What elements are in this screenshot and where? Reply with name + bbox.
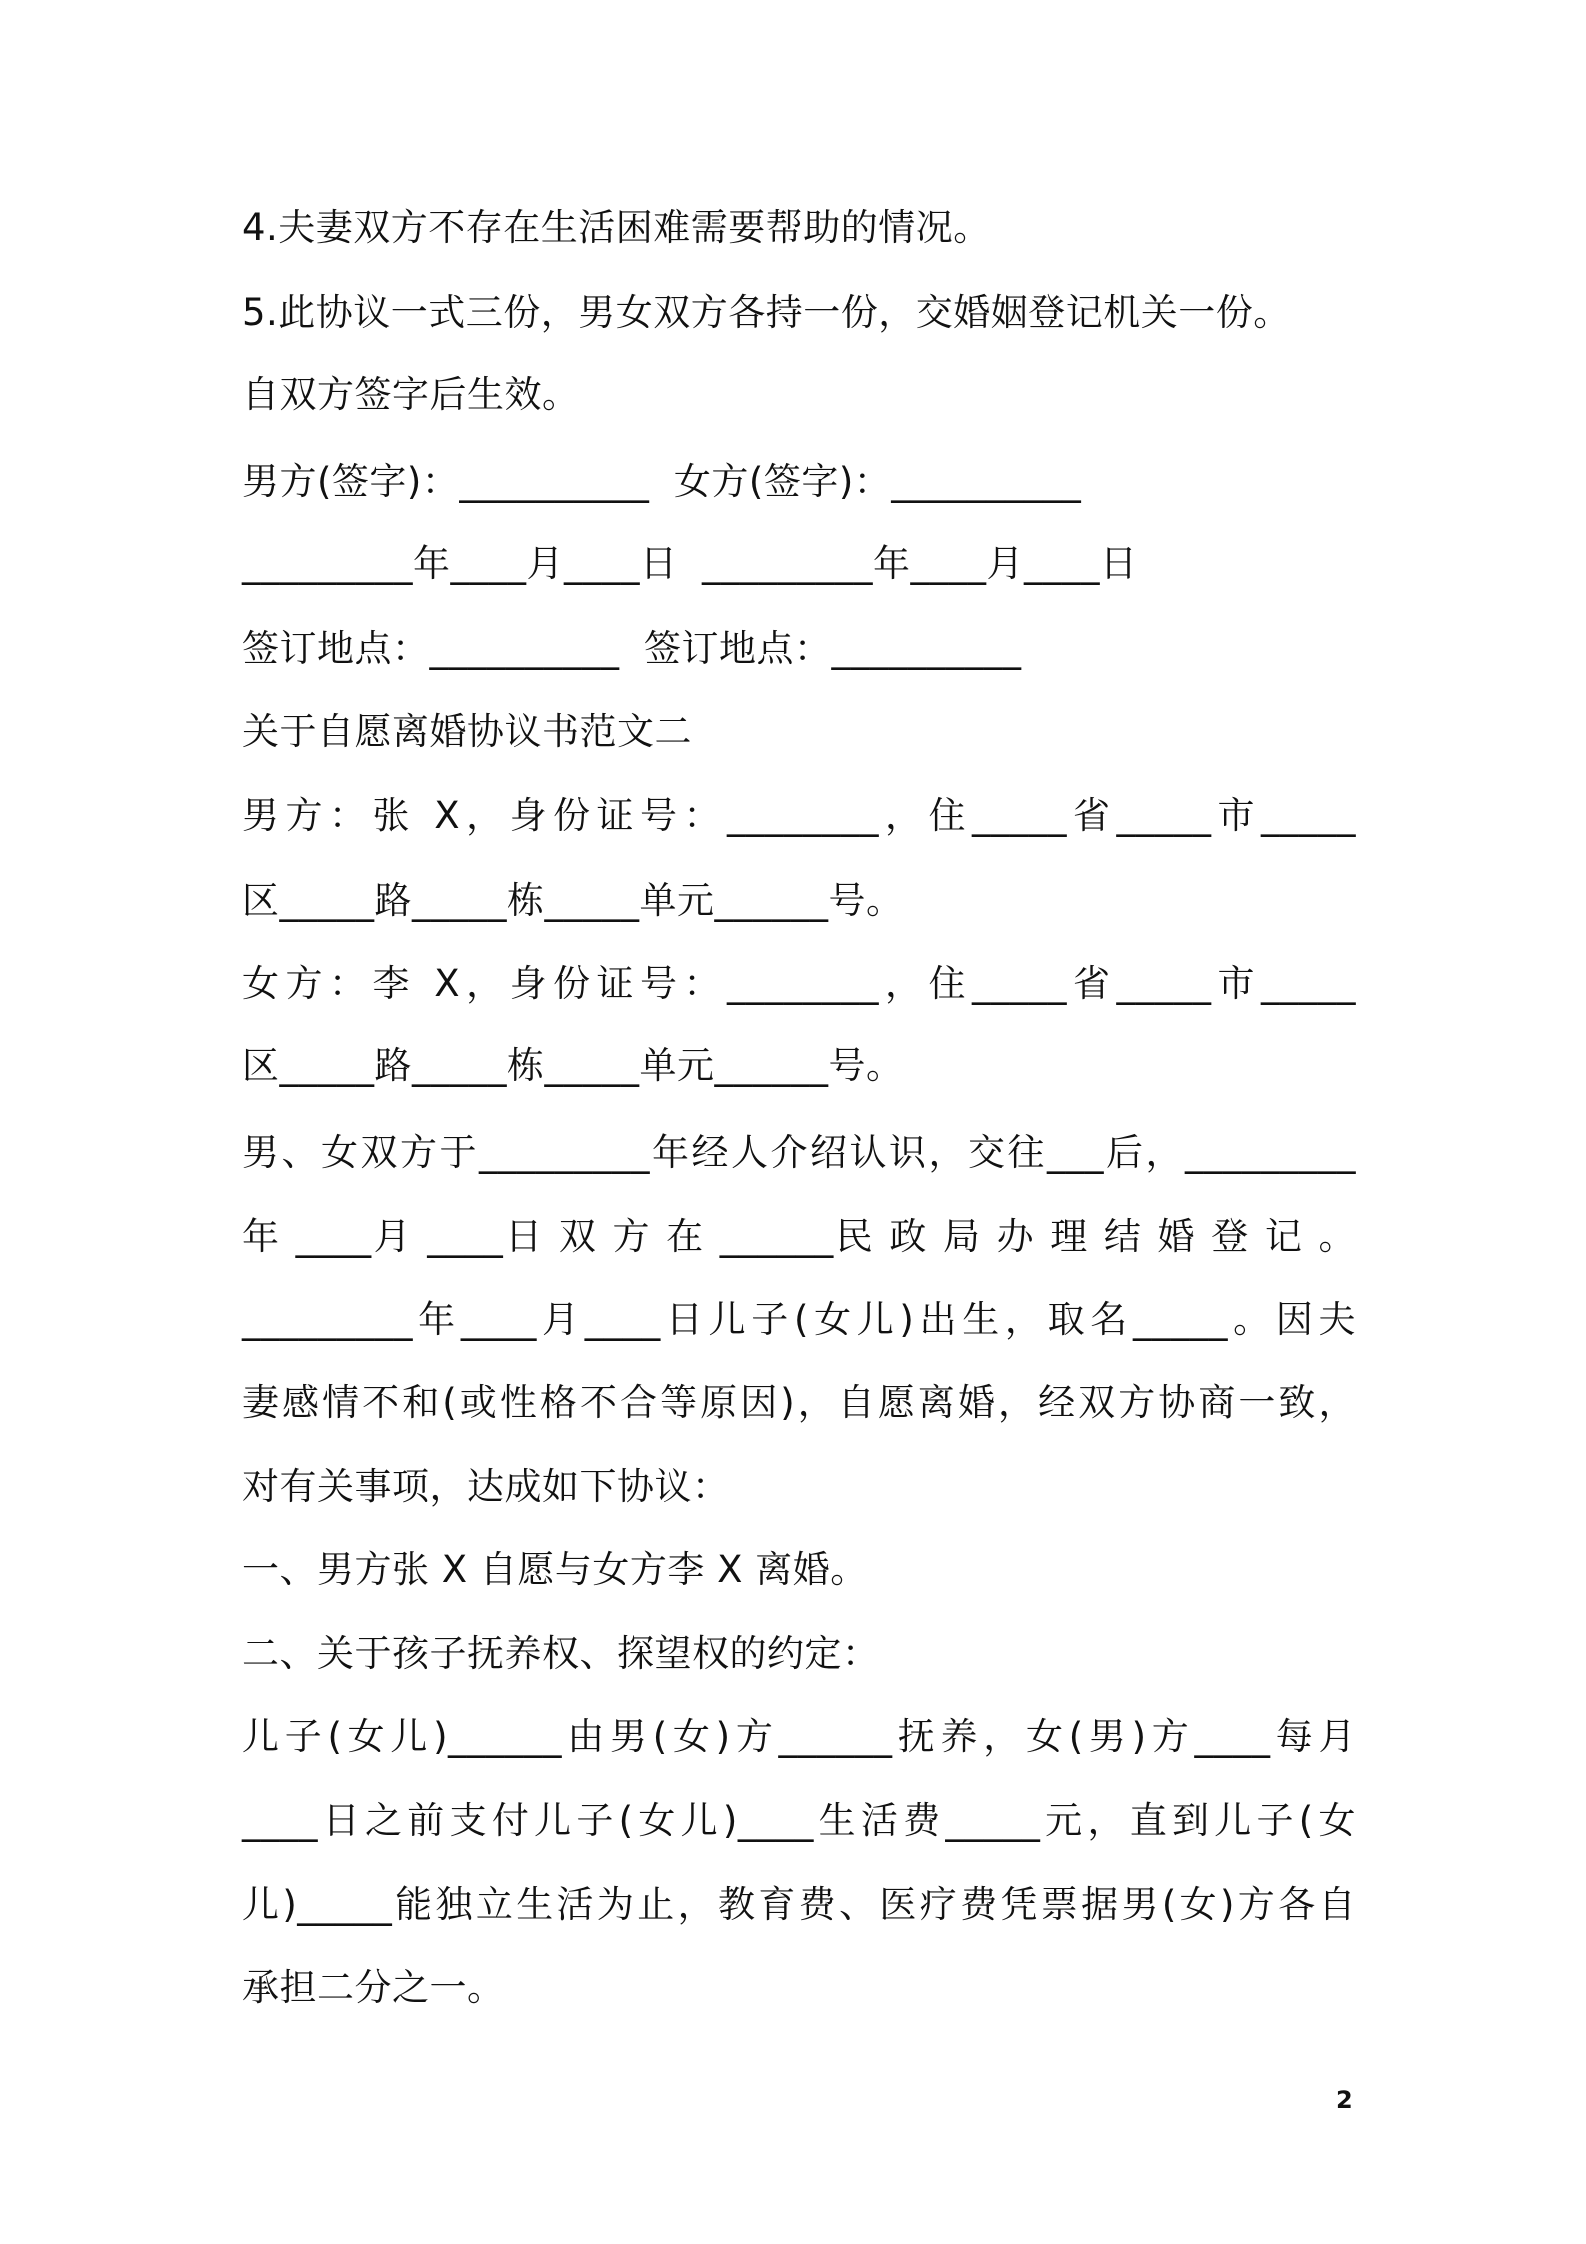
- custody-line-3: 儿)_____能独立生活为止，教育费、医疗费凭票据男(女)方各自: [242, 1883, 1356, 1926]
- section-title: 关于自愿离婚协议书范文二: [242, 710, 692, 753]
- background-line-3: _________年____月____日儿子(女儿)出生，取名_____。因夫: [242, 1298, 1356, 1341]
- custody-line-1: 儿子(女儿)______由男(女)方______抚养，女(男)方____每月: [242, 1715, 1356, 1758]
- place-line: 签订地点：__________ 签订地点：__________: [242, 627, 1022, 670]
- agreement-item-1: 一、男方张 X 自愿与女方李 X 离婚。: [242, 1548, 868, 1591]
- effect-note: 自双方签字后生效。: [242, 373, 580, 416]
- page-number: 2: [1336, 2086, 1353, 2114]
- agreement-item-2-title: 二、关于孩子抚养权、探望权的约定：: [242, 1632, 880, 1675]
- background-line-5: 对有关事项，达成如下协议：: [242, 1465, 730, 1508]
- background-line-1: 男、女双方于_________年经人介绍认识，交往___后，_________: [242, 1131, 1356, 1174]
- background-line-4: 妻感情不和(或性格不合等原因)，自愿离婚，经双方协商一致，: [242, 1381, 1356, 1424]
- custody-line-2: ____日之前支付儿子(女儿)____生活费_____元，直到儿子(女: [242, 1799, 1356, 1842]
- date-line: _________年____月____日 _________年____月____日: [242, 542, 1138, 585]
- clause-4: 4.夫妻双方不存在生活困难需要帮助的情况。: [242, 206, 991, 249]
- custody-line-4: 承担二分之一。: [242, 1966, 505, 2009]
- background-line-2: 年 ____月 ____日 双 方 在 ______民 政 局 办 理 结 婚 登 记 。: [242, 1215, 1356, 1258]
- female-party-line-1: 女方：李 X，身份证号：________，住_____省_____市_____: [242, 962, 1356, 1005]
- clause-5: 5.此协议一式三份，男女双方各持一份，交婚姻登记机关一份。: [242, 291, 1291, 334]
- male-party-line-2: 区_____路_____栋_____单元______号。: [242, 879, 904, 922]
- signature-line: 男方(签字)：__________ 女方(签字)：__________: [242, 460, 1082, 503]
- male-party-line-1: 男方：张 X，身份证号：________，住_____省_____市_____: [242, 794, 1356, 837]
- female-party-line-2: 区_____路_____栋_____单元______号。: [242, 1044, 904, 1087]
